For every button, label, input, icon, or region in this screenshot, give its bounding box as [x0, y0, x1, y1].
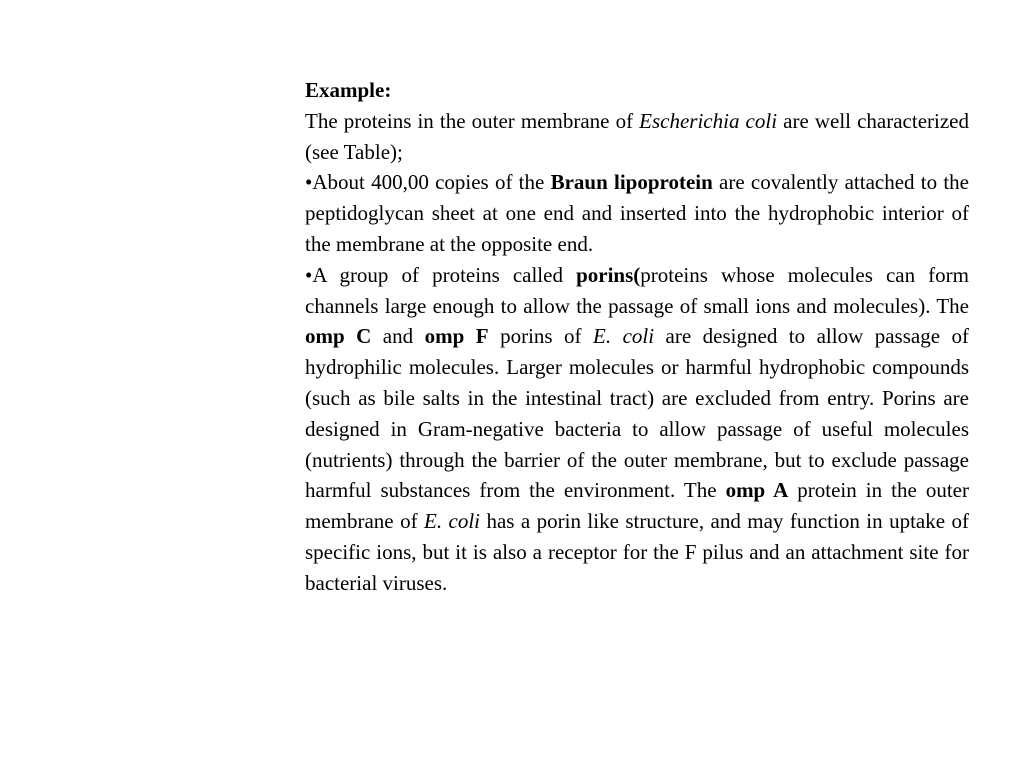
slide-text-block: [305, 75, 969, 599]
example-heading: Example:: [305, 78, 392, 102]
intro-species-name: Escherichia coli: [639, 108, 778, 133]
intro-text-after: are well characterized (see Table);: [305, 108, 969, 164]
bullet1-text-before: •About 400,00 copies of the: [305, 170, 551, 195]
bullet2-bold-omp-c: omp C: [305, 324, 372, 349]
bullet-braun-lipoprotein: [305, 167, 969, 259]
bullet2-bold-omp-f: omp F: [424, 324, 489, 349]
bullet2-text-4: porins of: [488, 324, 594, 349]
intro-text-before: The proteins in the outer membrane of: [305, 108, 640, 133]
bullet2-text-3: and: [371, 324, 425, 349]
bullet-porins: [305, 260, 969, 599]
bullet1-bold-term: Braun lipoprotein: [550, 170, 713, 195]
bullet2-bold-porins: porins(: [576, 262, 641, 287]
bullet2-text-5: are designed to allow passage of hydrophilic molecules. Larger molecules or harmful hydrophobic compounds (such as bile salts in the intestinal tract) are excluded from entry. Porins are designed in Gram-negative bacteria to allow passage of useful molecules (nutrients) through the barrier of the outer membrane, but to exclude passage harmful substances from the environment. The: [305, 324, 970, 503]
bullet2-italic-e-coli-2: E. coli: [424, 509, 481, 534]
intro-paragraph: [305, 106, 969, 168]
bullet2-italic-e-coli-1: E. coli: [593, 324, 655, 349]
bullet2-text-7: has a porin like structure, and may function in uptake of specific ions, but it is also a receptor for the F pilus and an attachment site for bacterial viruses.: [305, 509, 969, 595]
bullet2-text-6: protein in the outer membrane of: [305, 478, 969, 534]
bullet2-bold-omp-a: omp A: [725, 478, 789, 503]
bullet1-text-after: are covalently attached to the peptidoglycan sheet at one end and inserted into the hydrophobic interior of the membrane at the opposite end.: [305, 170, 970, 256]
bullet2-text-2: proteins whose molecules can form channels large enough to allow the passage of small ions and molecules). The: [305, 262, 969, 318]
bullet2-text-1: •A group of proteins called: [305, 262, 577, 287]
